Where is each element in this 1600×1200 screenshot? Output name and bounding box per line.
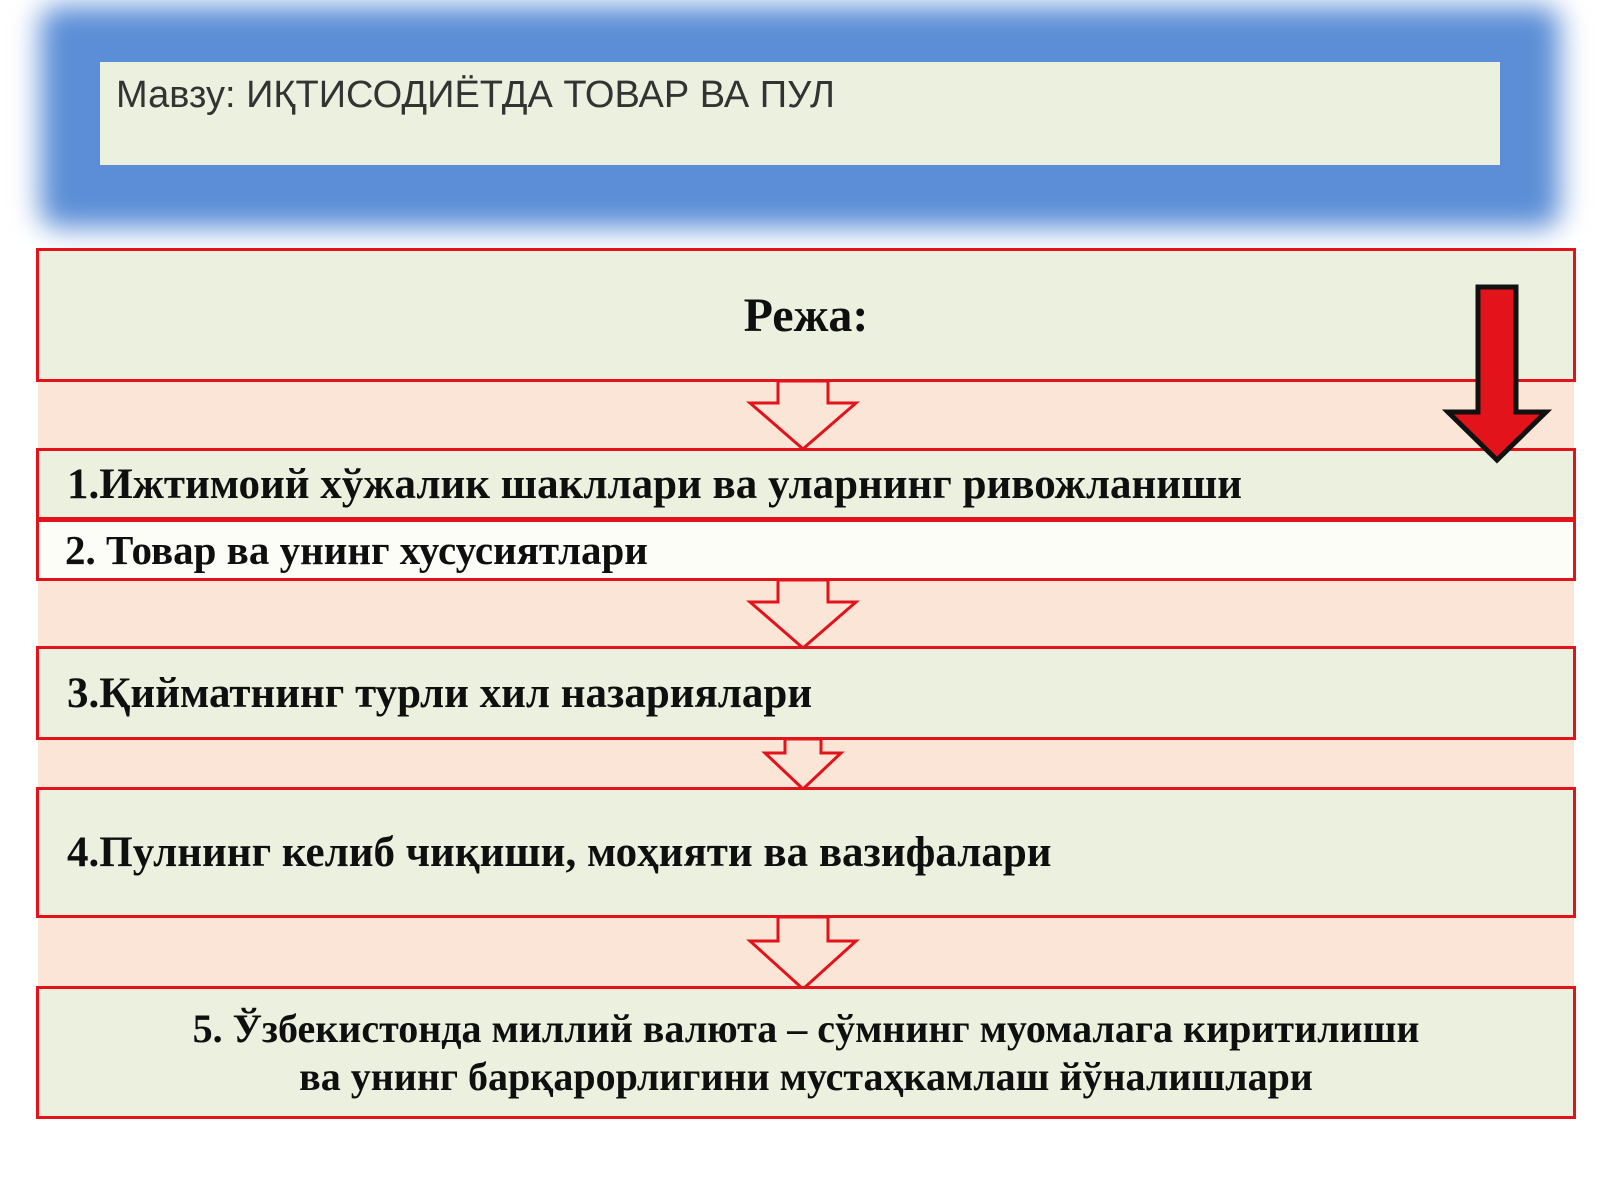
plan-item-1-text: 1.Ижтимоий хўжалик шакллари ва уларнинг ривожланиши — [67, 460, 1243, 508]
down-arrow-connector-1 — [750, 381, 860, 451]
plan-item-5 — [36, 986, 1576, 1119]
plan-item-4-text: 4.Пулнинг келиб чиқиши, моҳияти ва вазифалари — [67, 829, 1052, 876]
plan-item-2 — [36, 519, 1576, 581]
plan-item-2-text: 2. Товар ва унинг хусусиятлари — [65, 527, 648, 573]
plan-heading-box — [36, 248, 1576, 382]
plan-item-5-line-1: 5. Ўзбекистонда миллий валюта – сўмнинг муомалага киритилиши — [192, 1005, 1420, 1051]
plan-heading: Режа: — [743, 288, 869, 342]
down-arrow-connector-2 — [750, 580, 860, 650]
plan-item-1 — [36, 448, 1576, 520]
plan-item-4 — [36, 787, 1576, 918]
plan-item-3-text: 3.Қийматнинг турли хил назариялари — [67, 669, 813, 717]
plan-item-5-line-2: ва унинг барқарорлигини мустаҳкамлаш йўналишлари — [299, 1053, 1313, 1099]
down-arrow-connector-3 — [765, 739, 845, 791]
down-arrow-connector-4 — [750, 917, 860, 991]
red-down-arrow-icon — [1454, 284, 1554, 464]
plan-item-3 — [36, 646, 1576, 740]
slide-title: Мавзу: ИҚТИСОДИЁТДА ТОВАР ВА ПУЛ — [100, 62, 1500, 165]
